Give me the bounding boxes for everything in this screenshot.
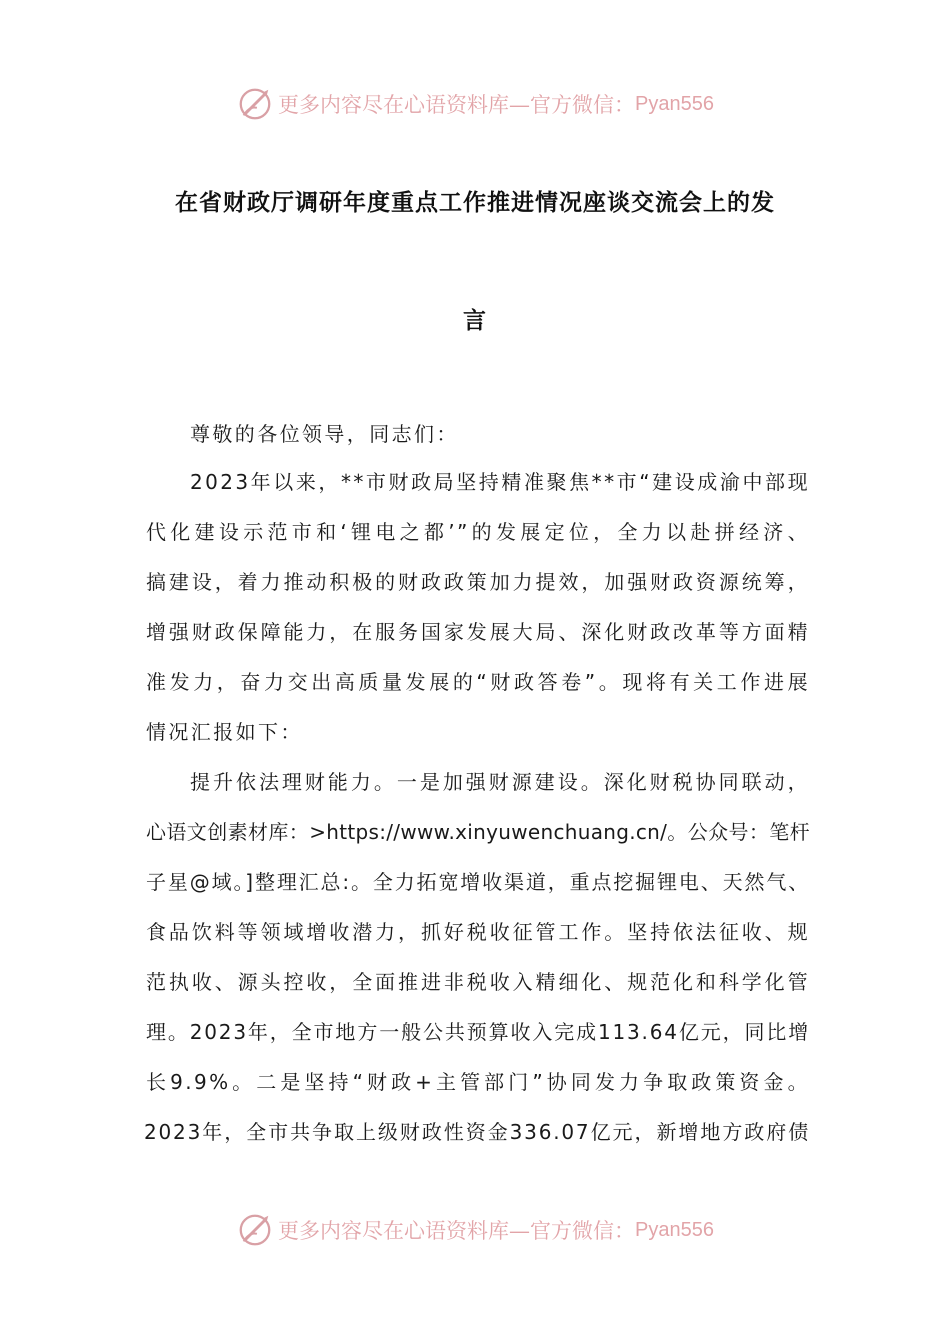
banner-wechat-id: Pyan556 bbox=[635, 1218, 714, 1241]
body-line: 子星@域。]整理汇总:。全力拓宽增收渠道，重点挖掘锂电、天然气、 bbox=[146, 870, 810, 894]
salutation: 尊敬的各位领导，同志们： bbox=[190, 422, 459, 446]
body-line: 提升依法理财能力。一是加强财源建设。深化财税协同联动， bbox=[190, 770, 810, 794]
body-line: 理。2023年，全市地方一般公共预算收入完成113.64亿元，同比增 bbox=[146, 1020, 810, 1044]
body-line: 增强财政保障能力，在服务国家发展大局、深化财政改革等方面精 bbox=[146, 620, 810, 644]
header-watermark-banner bbox=[0, 82, 950, 126]
body-line: 长9.9%。二是坚持“财政+主管部门”协同发力争取政策资金。 bbox=[146, 1070, 810, 1094]
pen-logo-icon bbox=[236, 85, 274, 123]
body-line: 范执收、源头控收，全面推进非税收入精细化、规范化和科学化管 bbox=[146, 970, 810, 994]
body-line: 代化建设示范市和‘锂电之都’”的发展定位，全力以赴拼经济、 bbox=[146, 520, 810, 544]
banner-wechat-id: Pyan556 bbox=[635, 92, 714, 115]
document-title-line-2: 言 bbox=[463, 308, 487, 334]
body-line: 准发力，奋力交出高质量发展的“财政答卷”。现将有关工作进展 bbox=[146, 670, 810, 694]
banner-text: 更多内容尽在心语资料库—官方微信： bbox=[278, 1219, 636, 1243]
body-line: 食品饮料等领域增收潜力，抓好税收征管工作。坚持依法征收、规 bbox=[146, 920, 810, 944]
banner-text: 更多内容尽在心语资料库—官方微信： bbox=[278, 93, 636, 117]
pen-logo-icon bbox=[236, 1211, 274, 1249]
body-line: 2023年，全市共争取上级财政性资金336.07亿元，新增地方政府债 bbox=[144, 1120, 810, 1144]
body-line: 情况汇报如下： bbox=[146, 720, 303, 744]
footer-watermark-banner bbox=[0, 1208, 950, 1252]
body-line: 搞建设，着力推动积极的财政政策加力提效，加强财政资源统筹， bbox=[146, 570, 810, 594]
body-line-source-note: 心语文创素材库：>https://www.xinyuwenchuang.cn/。公众号：笔杆 bbox=[146, 820, 810, 844]
body-line: 2023年以来，**市财政局坚持精准聚焦**市“建设成渝中部现 bbox=[190, 470, 810, 494]
document-title-line-1: 在省财政厅调研年度重点工作推进情况座谈交流会上的发 bbox=[175, 190, 775, 216]
